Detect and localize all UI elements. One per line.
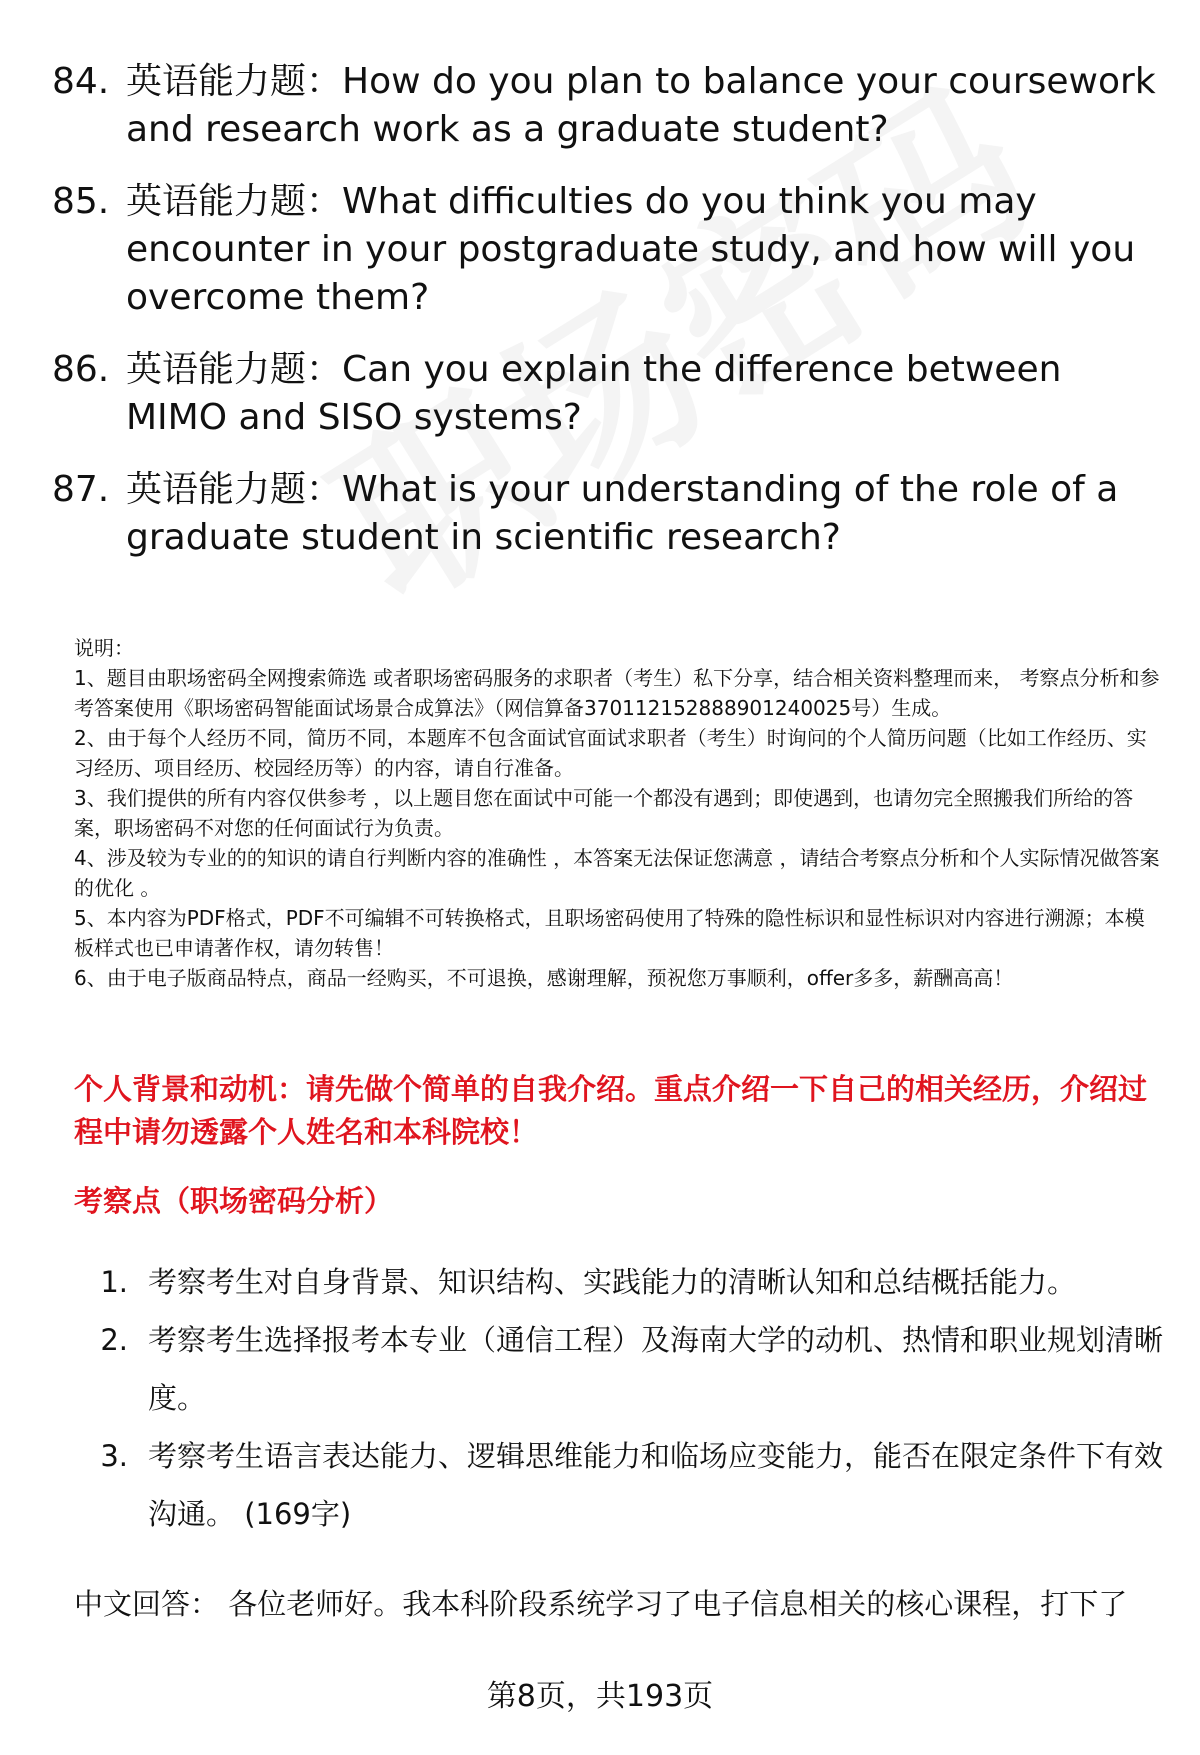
question-item bbox=[52, 346, 1162, 442]
note-item: 1、题目由职场密码全网搜索筛选 或者职场密码服务的求职者（考生）私下分享，结合相关资料整理而来， 考察点分析和参考答案使用《职场密码智能面试场景合成算法》（网信算备370112152888901240025号）生成。 bbox=[74, 666, 1160, 720]
question-text: 英语能力题：Can you explain the difference between MIMO and SISO systems? bbox=[126, 349, 1062, 438]
point-item bbox=[74, 1311, 1164, 1427]
note-item: 5、本内容为PDF格式，PDF不可编辑不可转换格式，且职场密码使用了特殊的隐性标识和显性标识对内容进行溯源；本模板样式也已申请著作权，请勿转售！ bbox=[74, 906, 1145, 960]
notes-heading: 说明： bbox=[74, 636, 134, 660]
question-number: 86. bbox=[52, 349, 110, 390]
question-text: 英语能力题：What is your understanding of the role of a graduate student in scientific research? bbox=[126, 469, 1119, 558]
point-item bbox=[74, 1427, 1164, 1543]
question-number: 84. bbox=[52, 61, 110, 102]
answer-section bbox=[74, 1584, 1164, 1624]
point-text: 考察考生对自身背景、知识结构、实践能力的清晰认知和总结概括能力。 bbox=[148, 1265, 1077, 1299]
point-number: 1. bbox=[100, 1265, 128, 1299]
points-list bbox=[74, 1253, 1164, 1543]
page-footer: 第8页，共193页 bbox=[486, 1679, 714, 1714]
question-text: 英语能力题：What difficulties do you think you may encounter in your postgraduate study, and how will you overcome them? bbox=[126, 181, 1136, 318]
points-title: 考察点（职场密码分析） bbox=[74, 1184, 394, 1218]
question-number: 87. bbox=[52, 469, 110, 510]
question-list bbox=[52, 58, 1162, 586]
note-item: 2、由于每个人经历不同，简历不同，本题库不包含面试官面试求职者（考生）时询问的个人简历问题（比如工作经历、实习经历、项目经历、校园经历等）的内容，请自行准备。 bbox=[74, 726, 1147, 780]
question-number: 85. bbox=[52, 181, 110, 222]
answer-text: 各位老师好。我本科阶段系统学习了电子信息相关的核心课程，打下了 bbox=[228, 1587, 1128, 1621]
question-item bbox=[52, 58, 1162, 154]
background-question: 个人背景和动机：请先做个简单的自我介绍。重点介绍一下自己的相关经历，介绍过程中请勿透露个人姓名和本科院校！ bbox=[74, 1072, 1148, 1149]
note-item: 4、涉及较为专业的的知识的请自行判断内容的准确性 ，本答案无法保证您满意 ，请结合考察点分析和个人实际情况做答案的优化 。 bbox=[74, 846, 1160, 900]
point-text: 考察考生语言表达能力、逻辑思维能力和临场应变能力，能否在限定条件下有效沟通。 (169字) bbox=[148, 1439, 1164, 1531]
point-item bbox=[74, 1253, 1164, 1311]
note-item: 6、由于电子版商品特点，商品一经购买，不可退换，感谢理解，预祝您万事顺利，offer多多，薪酬高高！ bbox=[74, 966, 1014, 990]
point-number: 3. bbox=[100, 1439, 128, 1473]
point-text: 考察考生选择报考本专业（通信工程）及海南大学的动机、热情和职业规划清晰度。 bbox=[148, 1323, 1164, 1415]
question-item bbox=[52, 466, 1162, 562]
notes-section bbox=[74, 633, 1164, 993]
question-text: 英语能力题：How do you plan to balance your coursework and research work as a graduate student? bbox=[126, 61, 1156, 150]
note-item: 3、我们提供的所有内容仅供参考 ，以上题目您在面试中可能一个都没有遇到；即使遇到，也请勿完全照搬我们所给的答案，职场密码不对您的任何面试行为负责。 bbox=[74, 786, 1134, 840]
point-number: 2. bbox=[100, 1323, 128, 1357]
question-item bbox=[52, 178, 1162, 322]
answer-label: 中文回答： bbox=[74, 1587, 220, 1621]
